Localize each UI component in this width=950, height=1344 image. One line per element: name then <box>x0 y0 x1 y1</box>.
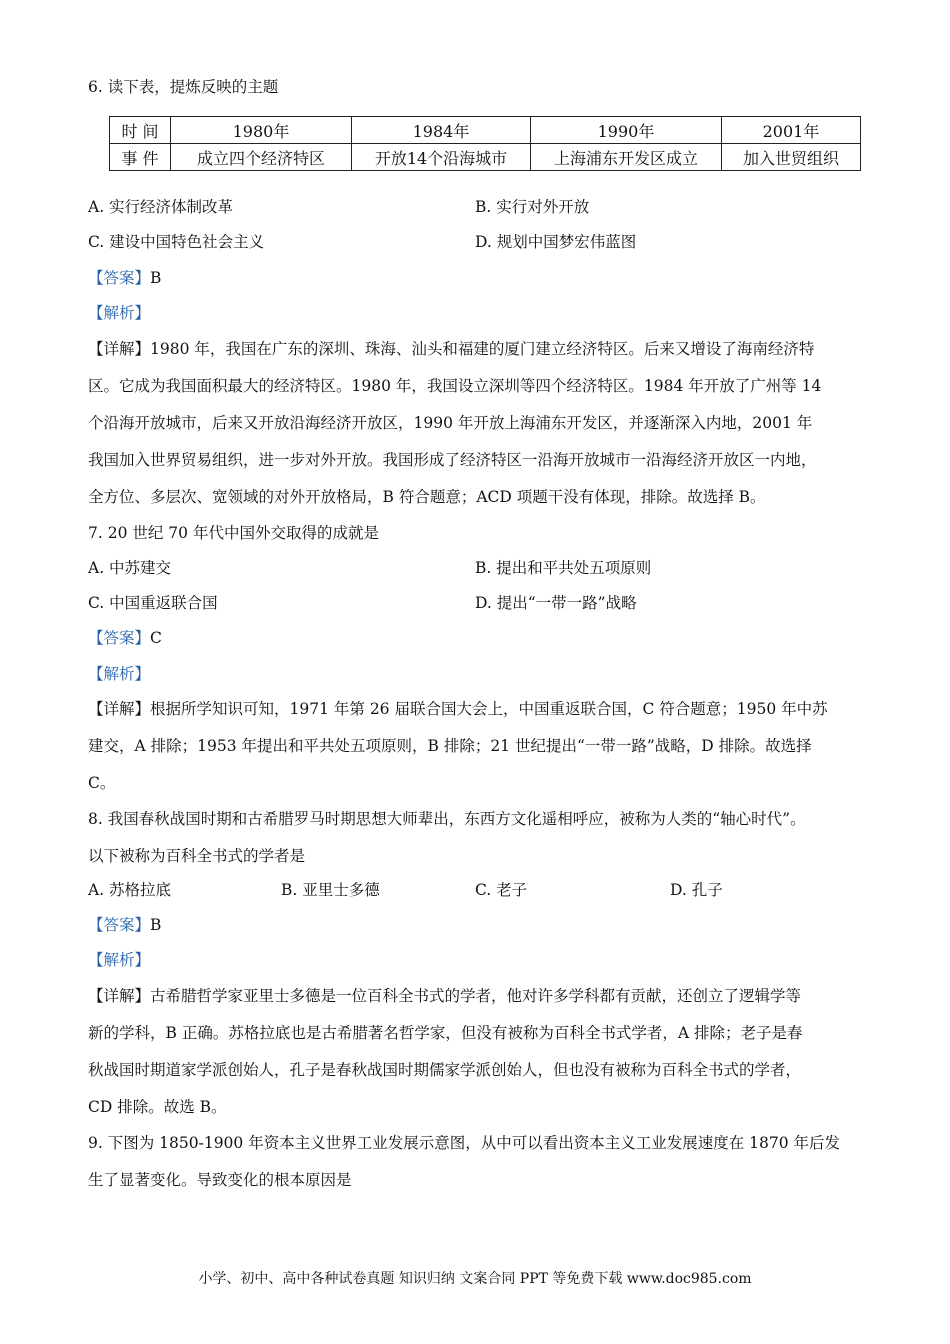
table-cell: 1980年 <box>171 117 352 144</box>
q6-detail-line: 全方位、多层次、宽领域的对外开放格局，B 符合题意；ACD 项题干没有体现，排除。故选择 B。 <box>88 488 766 506</box>
q8-option-d: D. 孔子 <box>670 881 723 899</box>
q6-option-b: B. 实行对外开放 <box>475 198 590 216</box>
q8-stem-line: 8. 我国春秋战国时期和古希腊罗马时期思想大师辈出，东西方文化遥相呼应，被称为人类的“轴心时代”。 <box>88 810 806 828</box>
q7-option-d: D. 提出“一带一路”战略 <box>475 594 637 612</box>
q6-option-a: A. 实行经济体制改革 <box>88 198 234 216</box>
page-footer: 小学、初中、高中各种试卷真题 知识归纳 文案合同 PPT 等免费下载 www.doc985.com <box>198 1271 752 1287</box>
q7-detail-line: 【详解】根据所学知识可知，1971 年第 26 届联合国大会上，中国重返联合国，C 符合题意；1950 年中苏 <box>88 700 828 718</box>
q7-answer <box>88 627 162 649</box>
q6-detail-line: 个沿海开放城市，后来又开放沿海经济开放区，1990 年开放上海浦东开发区，并逐渐深入内地，2001 年 <box>88 414 813 432</box>
table-cell: 加入世贸组织 <box>722 144 861 171</box>
q7-option-b: B. 提出和平共处五项原则 <box>475 559 652 577</box>
q8-detail-line: 【详解】古希腊哲学家亚里士多德是一位百科全书式的学者，他对许多学科都有贡献，还创立了逻辑学等 <box>88 987 802 1005</box>
q8-option-a: A. 苏格拉底 <box>88 881 172 899</box>
q9-stem-line: 生了显著变化。导致变化的根本原因是 <box>88 1171 352 1189</box>
table-row <box>110 144 861 171</box>
table-cell: 事 件 <box>110 144 171 171</box>
detail-label: 【详解】 <box>88 987 151 1005</box>
table-cell: 成立四个经济特区 <box>171 144 352 171</box>
q8-detail-line: 新的学科，B 正确。苏格拉底也是古希腊著名哲学家，但没有被称为百科全书式学者，A 排除；老子是春 <box>88 1024 803 1042</box>
q9-stem-line: 9. 下图为 1850-1900 年资本主义世界工业发展示意图，从中可以看出资本主义工业发展速度在 1870 年后发 <box>88 1134 841 1152</box>
answer-label: 【答案】 <box>88 916 151 934</box>
table-cell: 开放14个沿海城市 <box>352 144 531 171</box>
q6-detail-line: 区。它成为我国面积最大的经济特区。1980 年，我国设立深圳等四个经济特区。1984 年开放了广州等 14 <box>88 377 822 395</box>
q6-detail-line: 【详解】1980 年，我国在广东的深圳、珠海、汕头和福建的厦门建立经济特区。后来又增设了海南经济特 <box>88 340 815 358</box>
q6-option-d: D. 规划中国梦宏伟蓝图 <box>475 233 637 251</box>
q6-table <box>109 116 861 171</box>
q8-option-c: C. 老子 <box>475 881 528 899</box>
q8-stem-line: 以下被称为百科全书式的学者是 <box>88 847 306 865</box>
q7-detail-line: C。 <box>88 774 116 792</box>
q7-detail-line: 建交，A 排除；1953 年提出和平共处五项原则，B 排除；21 世纪提出“一带一路”战略，D 排除。故选择 <box>88 737 812 755</box>
q8-option-b: B. 亚里士多德 <box>281 881 380 899</box>
answer-value: C <box>150 629 162 647</box>
answer-value: B <box>150 916 162 934</box>
q6-answer <box>88 267 161 289</box>
table-cell: 1984年 <box>352 117 531 144</box>
q8-detail-line: CD 排除。故选 B。 <box>88 1098 227 1116</box>
table-row <box>110 117 861 144</box>
q7-option-a: A. 中苏建交 <box>88 559 172 577</box>
q7-stem: 7. 20 世纪 70 年代中国外交取得的成就是 <box>88 524 379 542</box>
q6-analysis-label: 【解析】 <box>88 304 151 322</box>
detail-label: 【详解】 <box>88 340 151 358</box>
q8-analysis-label: 【解析】 <box>88 951 151 969</box>
q8-answer <box>88 914 161 936</box>
q7-option-c: C. 中国重返联合国 <box>88 594 218 612</box>
table-cell: 1990年 <box>531 117 722 144</box>
detail-label: 【详解】 <box>88 700 151 718</box>
answer-label: 【答案】 <box>88 269 151 287</box>
table-cell: 上海浦东开发区成立 <box>531 144 722 171</box>
table-cell: 时 间 <box>110 117 171 144</box>
q7-analysis-label: 【解析】 <box>88 665 151 683</box>
q8-detail-line: 秋战国时期道家学派创始人，孔子是春秋战国时期儒家学派创始人，但也没有被称为百科全书式的学者， <box>88 1061 802 1079</box>
q6-detail-line: 我国加入世界贸易组织，进一步对外开放。我国形成了经济特区一沿海开放城市一沿海经济开放区一内地， <box>88 451 817 469</box>
answer-label: 【答案】 <box>88 629 151 647</box>
q6-option-c: C. 建设中国特色社会主义 <box>88 233 265 251</box>
table-cell: 2001年 <box>722 117 861 144</box>
q6-stem: 6. 读下表，提炼反映的主题 <box>88 78 279 96</box>
answer-value: B <box>150 269 162 287</box>
